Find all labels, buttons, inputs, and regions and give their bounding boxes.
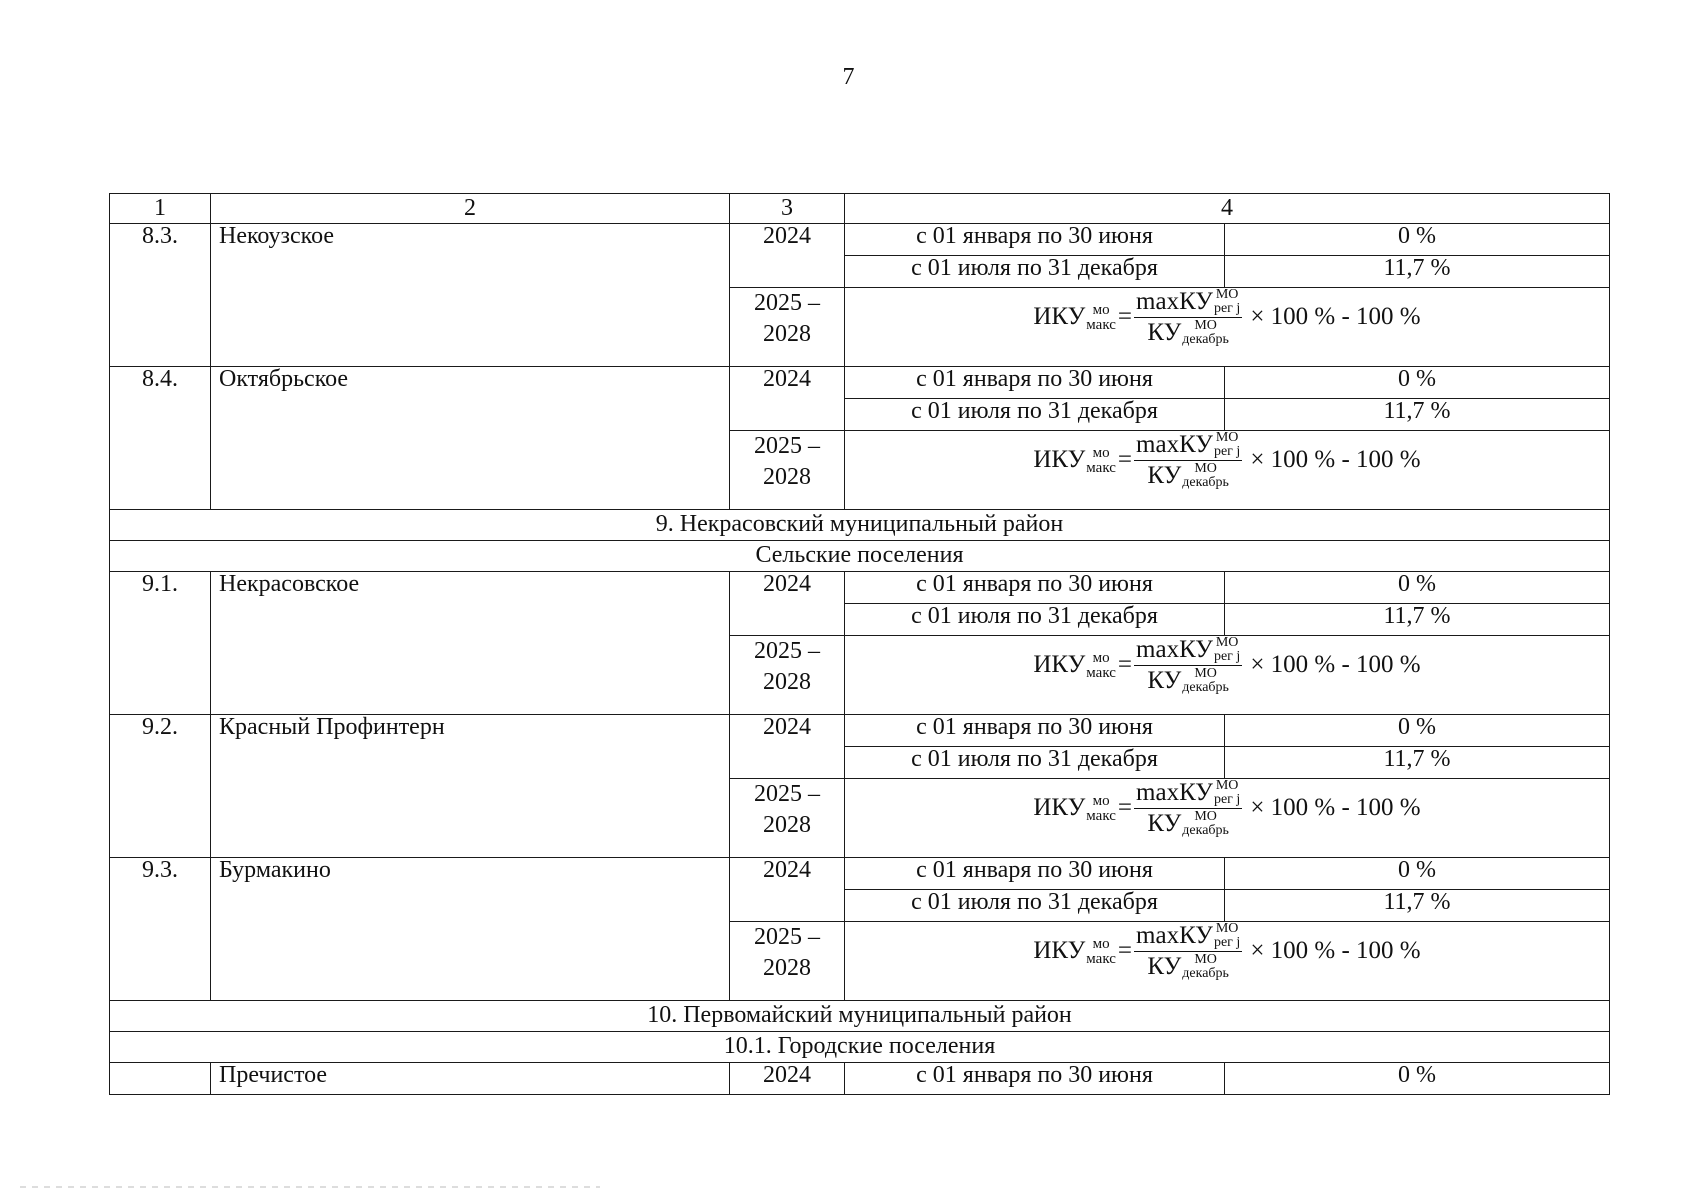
year-range-line: 2028 [763,955,811,982]
formula-lhs-sub: макс [1086,664,1116,681]
tariff-table [109,193,1610,1095]
period-cell: с 01 июля по 31 декабря [845,604,1225,636]
formula-den-sub: декабрь [1182,332,1229,347]
formula-equals: = [1117,651,1133,679]
formula-num-indices [1214,636,1240,664]
year-range-line: 2028 [763,464,811,491]
formula-den-indices [1182,810,1229,838]
year-range-line: 2025 – [754,433,820,459]
formula-lhs-indices [1086,794,1116,824]
formula-lhs-sub: макс [1086,316,1116,333]
rate-value: 0 % [1225,1063,1610,1095]
formula-denominator [1145,666,1231,695]
formula-numerator [1134,288,1242,318]
formula-lhs-sup: мо [1092,649,1110,666]
period-cell: с 01 июля по 31 декабря [845,890,1225,922]
year-range-cell [730,431,845,510]
year-range-line: 2025 – [754,924,820,950]
header-col-1: 1 [110,194,211,224]
formula-den-base: КУ [1147,461,1182,489]
year-cell: 2024 [730,858,845,922]
entry-number: 8.4. [110,367,211,510]
year-range-line: 2025 – [754,638,820,664]
formula-num-indices [1214,779,1240,807]
entry-number: 9.1. [110,572,211,715]
formula-lhs: ИКУ [1033,651,1086,679]
formula-num-indices [1214,922,1240,950]
formula-num-sup: МО [1215,921,1239,936]
formula-equals: = [1117,303,1133,331]
formula-lhs: ИКУ [1033,937,1086,965]
formula-den-sub: декабрь [1182,823,1229,838]
formula-cell [845,288,1610,367]
formula-tail: × 100 % - 100 % [1250,794,1421,822]
formula [1033,288,1420,347]
year-range-line: 2028 [763,812,811,839]
rate-value: 0 % [1225,858,1610,890]
year-cell: 2024 [730,572,845,636]
formula-lhs-indices [1086,446,1116,476]
rate-value: 11,7 % [1225,399,1610,431]
section-row [110,541,1610,572]
table-row [110,572,1610,604]
rate-value: 0 % [1225,367,1610,399]
formula-denominator [1145,809,1231,838]
formula-tail: × 100 % - 100 % [1250,303,1421,331]
year-range-cell [730,288,845,367]
formula [1033,431,1420,490]
formula-numerator [1134,636,1242,666]
table-row [110,367,1610,399]
formula-num-sub: рег j [1213,301,1241,316]
formula-num-sup: МО [1215,430,1239,445]
period-cell: с 01 января по 30 июня [845,715,1225,747]
formula-den-sup: МО [1194,952,1217,967]
formula-lhs: ИКУ [1033,446,1086,474]
year-cell: 2024 [730,367,845,431]
formula-num-base: maxКУ [1136,921,1213,949]
settlement-name: Пречистое [211,1063,730,1095]
header-col-3: 3 [730,194,845,224]
formula-lhs-sub: макс [1086,807,1116,824]
formula-num-sub: рег j [1213,444,1241,459]
formula-den-sup: МО [1194,318,1217,333]
formula-tail: × 100 % - 100 % [1250,651,1421,679]
formula-fraction [1134,922,1242,981]
formula [1033,922,1420,981]
formula-den-sup: МО [1194,461,1217,476]
section-row [110,1032,1610,1063]
year-cell: 2024 [730,715,845,779]
district-heading: 10. Первомайский муниципальный район [110,1001,1610,1032]
year-range-line: 2025 – [754,290,820,316]
formula-cell [845,431,1610,510]
formula-lhs: ИКУ [1033,303,1086,331]
entry-number: 9.3. [110,858,211,1001]
settlement-name: Бурмакино [211,858,730,1001]
period-cell: с 01 января по 30 июня [845,572,1225,604]
rate-value: 0 % [1225,715,1610,747]
scan-artifact [20,1186,600,1188]
formula-denominator [1145,952,1231,981]
formula-num-sub: рег j [1213,649,1241,664]
formula-equals: = [1117,937,1133,965]
year-cell: 2024 [730,1063,845,1095]
period-cell: с 01 января по 30 июня [845,367,1225,399]
formula-num-base: maxКУ [1136,430,1213,458]
period-cell: с 01 января по 30 июня [845,224,1225,256]
formula-num-sub: рег j [1213,792,1241,807]
formula-cell [845,922,1610,1001]
formula [1033,636,1420,695]
formula-denominator [1145,318,1231,347]
section-row [110,510,1610,541]
formula-num-indices [1214,288,1240,316]
formula-cell [845,636,1610,715]
year-cell: 2024 [730,224,845,288]
formula-denominator [1145,461,1231,490]
table-row [110,224,1610,256]
formula-den-sup: МО [1194,809,1217,824]
formula-den-sup: МО [1194,666,1217,681]
formula-fraction [1134,431,1242,490]
entry-number: 9.2. [110,715,211,858]
page-number: 7 [842,64,855,90]
formula-den-base: КУ [1147,809,1182,837]
formula [1033,779,1420,838]
formula-den-sub: декабрь [1182,966,1229,981]
table-row [110,858,1610,890]
formula-den-base: КУ [1147,952,1182,980]
formula-den-indices [1182,667,1229,695]
table-row [110,1063,1610,1095]
settlement-name: Октябрьское [211,367,730,510]
formula-numerator [1134,779,1242,809]
formula-numerator [1134,431,1242,461]
rate-value: 0 % [1225,224,1610,256]
formula-lhs-indices [1086,651,1116,681]
header-col-2: 2 [211,194,730,224]
formula-num-indices [1214,431,1240,459]
formula-fraction [1134,636,1242,695]
formula-fraction [1134,288,1242,347]
formula-lhs-sup: мо [1092,935,1110,952]
section-row [110,1001,1610,1032]
formula-num-sup: МО [1215,778,1239,793]
period-cell: с 01 июля по 31 декабря [845,256,1225,288]
formula-num-sub: рег j [1213,935,1241,950]
year-range-line: 2028 [763,669,811,696]
year-range-cell [730,922,845,1001]
subsection-heading: Сельские поселения [110,541,1610,572]
table-header-row [110,194,1610,224]
settlement-name: Некрасовское [211,572,730,715]
table-row [110,715,1610,747]
period-cell: с 01 июля по 31 декабря [845,747,1225,779]
year-range-cell [730,636,845,715]
formula-fraction [1134,779,1242,838]
entry-number: 8.3. [110,224,211,367]
year-range-line: 2025 – [754,781,820,807]
formula-cell [845,779,1610,858]
formula-den-sub: декабрь [1182,680,1229,695]
formula-lhs-indices [1086,937,1116,967]
year-range-cell [730,779,845,858]
formula-lhs-indices [1086,303,1116,333]
period-cell: с 01 января по 30 июня [845,858,1225,890]
district-heading: 9. Некрасовский муниципальный район [110,510,1610,541]
formula-tail: × 100 % - 100 % [1250,937,1421,965]
period-cell: с 01 января по 30 июня [845,1063,1225,1095]
formula-lhs-sup: мо [1092,444,1110,461]
formula-den-base: КУ [1147,318,1182,346]
header-col-4: 4 [845,194,1610,224]
rate-value: 11,7 % [1225,256,1610,288]
formula-num-base: maxКУ [1136,635,1213,663]
rate-value: 0 % [1225,572,1610,604]
rate-value: 11,7 % [1225,890,1610,922]
formula-den-indices [1182,462,1229,490]
formula-equals: = [1117,446,1133,474]
formula-num-base: maxКУ [1136,778,1213,806]
formula-lhs-sup: мо [1092,301,1110,318]
formula-lhs-sup: мо [1092,792,1110,809]
subsection-heading: 10.1. Городские поселения [110,1032,1610,1063]
formula-den-sub: декабрь [1182,475,1229,490]
formula-den-indices [1182,953,1229,981]
formula-lhs-sub: макс [1086,459,1116,476]
formula-num-sup: МО [1215,287,1239,302]
rate-value: 11,7 % [1225,747,1610,779]
rate-value: 11,7 % [1225,604,1610,636]
formula-tail: × 100 % - 100 % [1250,446,1421,474]
formula-num-sup: МО [1215,635,1239,650]
formula-den-base: КУ [1147,666,1182,694]
settlement-name: Некоузское [211,224,730,367]
formula-den-indices [1182,319,1229,347]
formula-numerator [1134,922,1242,952]
year-range-line: 2028 [763,321,811,348]
formula-equals: = [1117,794,1133,822]
period-cell: с 01 июля по 31 декабря [845,399,1225,431]
formula-lhs-sub: макс [1086,950,1116,967]
settlement-name: Красный Профинтерн [211,715,730,858]
formula-lhs: ИКУ [1033,794,1086,822]
formula-num-base: maxКУ [1136,287,1213,315]
entry-number [110,1063,211,1095]
